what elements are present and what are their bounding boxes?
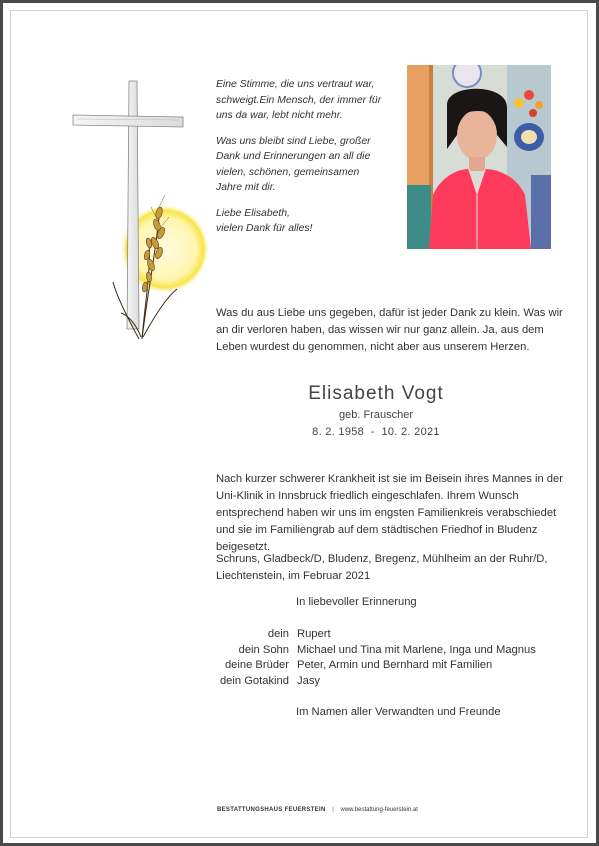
memory-line: In liebevoller Erinnerung: [296, 596, 417, 608]
relative-relation: dein Sohn: [238, 643, 289, 656]
footer-separator: |: [332, 807, 334, 813]
poem-text: [216, 77, 396, 247]
relatives-list: [201, 627, 536, 689]
cross-horizontal: [73, 115, 183, 127]
obituary-page: [11, 11, 587, 837]
relative-row: [201, 658, 536, 674]
closing-line: Im Namen aller Verwandten und Freunde: [296, 706, 501, 718]
relative-names: Jasy: [297, 674, 321, 687]
maiden-name: geb. Frauscher: [339, 409, 413, 421]
relative-relation: dein: [267, 628, 289, 640]
places-text: Schruns, Gladbeck/D, Bludenz, Bregenz, Mühlheim an der Ruhr/D, Liechtenstein, im Februar 2021: [216, 553, 548, 582]
relative-row: [201, 674, 536, 690]
relative-row: [201, 627, 536, 643]
relative-names: Rupert: [297, 628, 331, 640]
portrait-photo: [407, 65, 551, 249]
poem-stanza-1: Eine Stimme, die uns vertraut war, schweigt.Ein Mensch, der immer für uns da war, lebt nicht mehr.: [216, 79, 382, 121]
relative-row: [201, 643, 536, 659]
relative-names: Michael und Tina mit Marlene, Inga und Magnus: [297, 643, 536, 656]
funeral-home-name: BESTATTUNGSHAUS FEUERSTEIN: [217, 807, 326, 813]
poem-stanza-3: Liebe Elisabeth, vielen Dank für alles!: [216, 207, 313, 234]
deceased-name: Elisabeth Vogt: [308, 383, 444, 404]
life-dates: 8. 2. 1958 - 10. 2. 2021: [312, 426, 440, 438]
announcement-text: Nach kurzer schwerer Krankheit ist sie im Beisein ihres Mannes in der Uni-Klinik in Innsbruck friedlich eingeschlafen. Ihrem Wunsch entsprechend haben wir uns im engsten Familienkreis verabschiedet und sie im Familiengrab auf dem städtischen Friedhof in Bludenz beigesetzt.: [216, 473, 563, 553]
funeral-home-url[interactable]: www.bestattung-feuerstein.at: [340, 807, 418, 813]
relative-relation: dein Gotakind: [219, 674, 289, 687]
poem-stanza-2: Was uns bleibt sind Liebe, großer Dank und Erinnerungen an all die vielen, schönen, gemeinsamen Jahre mit dir.: [216, 135, 371, 193]
quote-text: Was du aus Liebe uns gegeben, dafür ist jeder Dank zu klein. Was wir an dir verloren haben, das wissen wir nur ganz allein. Ja, aus dem Leben wurdest du genommen, nicht aber aus unserem Herzen.: [216, 307, 563, 353]
footer: [217, 807, 418, 813]
cross-wheat-illustration: [47, 67, 212, 357]
relative-relation: deine Brüder: [224, 659, 289, 671]
relative-names: Peter, Armin und Bernhard mit Familien: [297, 659, 493, 671]
